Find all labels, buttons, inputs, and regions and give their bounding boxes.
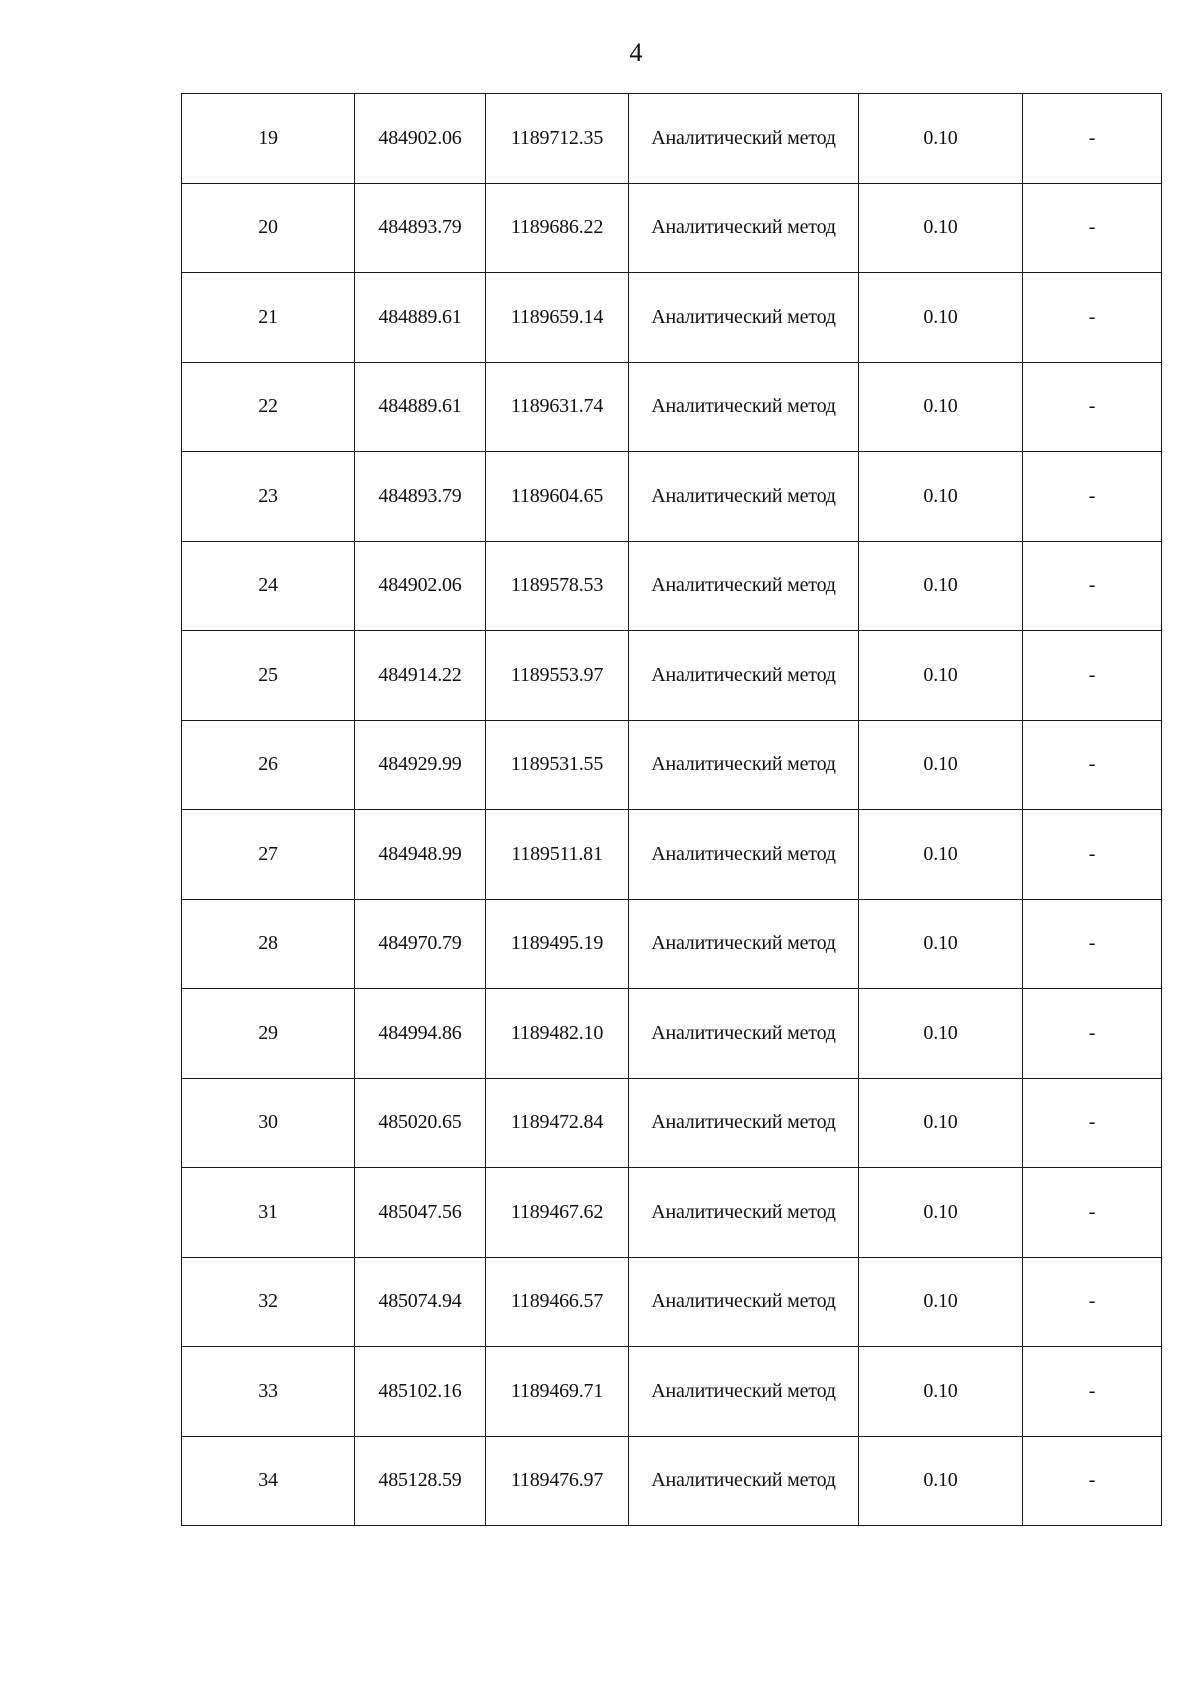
coordinates-table-body — [182, 94, 1162, 1526]
accuracy-cell: 0.10 — [859, 273, 1023, 363]
table-row — [182, 989, 1162, 1079]
table-row — [182, 183, 1162, 273]
y-coordinate-cell: 1189578.53 — [486, 541, 629, 631]
accuracy-cell: 0.10 — [859, 94, 1023, 184]
table-row — [182, 94, 1162, 184]
method-cell: Аналитический метод — [629, 989, 859, 1079]
accuracy-cell: 0.10 — [859, 631, 1023, 721]
x-coordinate-cell: 485020.65 — [355, 1078, 486, 1168]
accuracy-cell: 0.10 — [859, 183, 1023, 273]
x-coordinate-cell: 484893.79 — [355, 452, 486, 542]
y-coordinate-cell: 1189631.74 — [486, 362, 629, 452]
method-cell: Аналитический метод — [629, 273, 859, 363]
point-number-cell: 24 — [182, 541, 355, 631]
page-number: 4 — [629, 38, 643, 67]
point-number-cell: 27 — [182, 810, 355, 900]
x-coordinate-cell: 484914.22 — [355, 631, 486, 721]
accuracy-cell: 0.10 — [859, 899, 1023, 989]
x-coordinate-cell: 484994.86 — [355, 989, 486, 1079]
x-coordinate-cell: 485074.94 — [355, 1257, 486, 1347]
point-number-cell: 19 — [182, 94, 355, 184]
y-coordinate-cell: 1189604.65 — [486, 452, 629, 542]
y-coordinate-cell: 1189482.10 — [486, 989, 629, 1079]
x-coordinate-cell: 484970.79 — [355, 899, 486, 989]
note-cell: - — [1023, 1257, 1162, 1347]
point-number-cell: 21 — [182, 273, 355, 363]
y-coordinate-cell: 1189467.62 — [486, 1168, 629, 1258]
note-cell: - — [1023, 720, 1162, 810]
y-coordinate-cell: 1189659.14 — [486, 273, 629, 363]
table-row — [182, 1078, 1162, 1168]
note-cell: - — [1023, 1168, 1162, 1258]
table-row — [182, 1168, 1162, 1258]
table-row — [182, 631, 1162, 721]
table-row — [182, 452, 1162, 542]
note-cell: - — [1023, 989, 1162, 1079]
method-cell: Аналитический метод — [629, 720, 859, 810]
method-cell: Аналитический метод — [629, 1436, 859, 1526]
accuracy-cell: 0.10 — [859, 810, 1023, 900]
method-cell: Аналитический метод — [629, 810, 859, 900]
note-cell: - — [1023, 183, 1162, 273]
y-coordinate-cell: 1189553.97 — [486, 631, 629, 721]
y-coordinate-cell: 1189712.35 — [486, 94, 629, 184]
table-row — [182, 899, 1162, 989]
y-coordinate-cell: 1189495.19 — [486, 899, 629, 989]
point-number-cell: 32 — [182, 1257, 355, 1347]
point-number-cell: 33 — [182, 1347, 355, 1437]
method-cell: Аналитический метод — [629, 362, 859, 452]
table-row — [182, 362, 1162, 452]
accuracy-cell: 0.10 — [859, 1347, 1023, 1437]
method-cell: Аналитический метод — [629, 1257, 859, 1347]
point-number-cell: 29 — [182, 989, 355, 1079]
note-cell: - — [1023, 899, 1162, 989]
y-coordinate-cell: 1189686.22 — [486, 183, 629, 273]
point-number-cell: 31 — [182, 1168, 355, 1258]
accuracy-cell: 0.10 — [859, 1436, 1023, 1526]
table-row — [182, 1436, 1162, 1526]
table-row — [182, 810, 1162, 900]
method-cell: Аналитический метод — [629, 94, 859, 184]
x-coordinate-cell: 484902.06 — [355, 541, 486, 631]
note-cell: - — [1023, 362, 1162, 452]
x-coordinate-cell: 485128.59 — [355, 1436, 486, 1526]
point-number-cell: 30 — [182, 1078, 355, 1168]
point-number-cell: 26 — [182, 720, 355, 810]
y-coordinate-cell: 1189476.97 — [486, 1436, 629, 1526]
point-number-cell: 23 — [182, 452, 355, 542]
table-row — [182, 1347, 1162, 1437]
accuracy-cell: 0.10 — [859, 452, 1023, 542]
y-coordinate-cell: 1189469.71 — [486, 1347, 629, 1437]
method-cell: Аналитический метод — [629, 183, 859, 273]
table-row — [182, 541, 1162, 631]
note-cell: - — [1023, 1436, 1162, 1526]
note-cell: - — [1023, 1347, 1162, 1437]
point-number-cell: 25 — [182, 631, 355, 721]
table-row — [182, 273, 1162, 363]
x-coordinate-cell: 484889.61 — [355, 273, 486, 363]
x-coordinate-cell: 484948.99 — [355, 810, 486, 900]
note-cell: - — [1023, 810, 1162, 900]
x-coordinate-cell: 484902.06 — [355, 94, 486, 184]
accuracy-cell: 0.10 — [859, 1257, 1023, 1347]
note-cell: - — [1023, 1078, 1162, 1168]
method-cell: Аналитический метод — [629, 899, 859, 989]
accuracy-cell: 0.10 — [859, 989, 1023, 1079]
x-coordinate-cell: 485047.56 — [355, 1168, 486, 1258]
point-number-cell: 34 — [182, 1436, 355, 1526]
y-coordinate-cell: 1189472.84 — [486, 1078, 629, 1168]
table-row — [182, 1257, 1162, 1347]
method-cell: Аналитический метод — [629, 1168, 859, 1258]
note-cell: - — [1023, 631, 1162, 721]
method-cell: Аналитический метод — [629, 631, 859, 721]
y-coordinate-cell: 1189466.57 — [486, 1257, 629, 1347]
note-cell: - — [1023, 273, 1162, 363]
accuracy-cell: 0.10 — [859, 1078, 1023, 1168]
table-row — [182, 720, 1162, 810]
method-cell: Аналитический метод — [629, 541, 859, 631]
point-number-cell: 20 — [182, 183, 355, 273]
y-coordinate-cell: 1189531.55 — [486, 720, 629, 810]
accuracy-cell: 0.10 — [859, 362, 1023, 452]
accuracy-cell: 0.10 — [859, 720, 1023, 810]
x-coordinate-cell: 484889.61 — [355, 362, 486, 452]
note-cell: - — [1023, 94, 1162, 184]
x-coordinate-cell: 484929.99 — [355, 720, 486, 810]
method-cell: Аналитический метод — [629, 1347, 859, 1437]
coordinates-table — [181, 93, 1162, 1526]
accuracy-cell: 0.10 — [859, 541, 1023, 631]
method-cell: Аналитический метод — [629, 452, 859, 542]
accuracy-cell: 0.10 — [859, 1168, 1023, 1258]
point-number-cell: 22 — [182, 362, 355, 452]
point-number-cell: 28 — [182, 899, 355, 989]
x-coordinate-cell: 484893.79 — [355, 183, 486, 273]
note-cell: - — [1023, 541, 1162, 631]
note-cell: - — [1023, 452, 1162, 542]
method-cell: Аналитический метод — [629, 1078, 859, 1168]
y-coordinate-cell: 1189511.81 — [486, 810, 629, 900]
x-coordinate-cell: 485102.16 — [355, 1347, 486, 1437]
